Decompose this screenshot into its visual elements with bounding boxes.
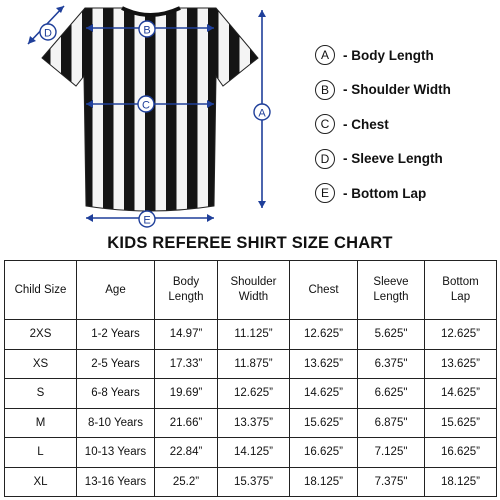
marker-a bbox=[254, 104, 270, 120]
cell-child-size: S bbox=[5, 379, 77, 409]
cell-body-length: 19.69” bbox=[155, 379, 218, 409]
cell-shoulder-width: 11.875” bbox=[218, 349, 290, 379]
cell-chest: 18.125” bbox=[290, 467, 358, 497]
marker-c bbox=[138, 96, 154, 112]
cell-sleeve-length: 6.875" bbox=[358, 408, 425, 438]
cell-bottom-lap: 15.625” bbox=[425, 408, 497, 438]
table-header-row bbox=[5, 261, 497, 320]
legend-label-body-length: - Body Length bbox=[343, 47, 434, 63]
shirt-stripe bbox=[166, 0, 177, 232]
cell-bottom-lap: 14.625” bbox=[425, 379, 497, 409]
cell-sleeve-length: 6.625" bbox=[358, 379, 425, 409]
legend-item-sleeve-length bbox=[315, 142, 495, 176]
cell-sleeve-length: 6.375" bbox=[358, 349, 425, 379]
marker-e bbox=[139, 211, 155, 227]
header-chest: Chest bbox=[290, 261, 358, 320]
cell-shoulder-width: 11.125” bbox=[218, 320, 290, 350]
header-shoulder-width: Shoulder Width bbox=[218, 261, 290, 320]
cell-age: 13-16 Years bbox=[77, 467, 155, 497]
legend-letter-a: A bbox=[315, 45, 335, 65]
cell-bottom-lap: 18.125” bbox=[425, 467, 497, 497]
table-row bbox=[5, 379, 497, 409]
cell-shoulder-width: 13.375” bbox=[218, 408, 290, 438]
header-bottom-lap: Bottom Lap bbox=[425, 261, 497, 320]
cell-chest: 13.625” bbox=[290, 349, 358, 379]
legend-letter-b: B bbox=[315, 80, 335, 100]
marker-d-letter: D bbox=[44, 27, 52, 40]
shirt-stripe bbox=[208, 0, 219, 232]
legend-item-chest bbox=[315, 107, 495, 141]
shirt-stripe bbox=[187, 0, 198, 232]
marker-b-letter: B bbox=[143, 24, 151, 37]
table-row bbox=[5, 467, 497, 497]
cell-chest: 14.625” bbox=[290, 379, 358, 409]
legend-label-bottom-lap: - Bottom Lap bbox=[343, 185, 427, 201]
cell-age: 6-8 Years bbox=[77, 379, 155, 409]
legend-item-shoulder-width bbox=[315, 73, 495, 107]
cell-chest: 12.625” bbox=[290, 320, 358, 350]
cell-age: 2-5 Years bbox=[77, 349, 155, 379]
measurement-legend bbox=[315, 38, 495, 211]
cell-age: 8-10 Years bbox=[77, 408, 155, 438]
cell-sleeve-length: 5.625" bbox=[358, 320, 425, 350]
cell-shoulder-width: 14.125” bbox=[218, 438, 290, 468]
marker-a-letter: A bbox=[258, 107, 266, 120]
cell-sleeve-length: 7.125" bbox=[358, 438, 425, 468]
shirt-stripe bbox=[124, 0, 135, 232]
cell-bottom-lap: 13.625” bbox=[425, 349, 497, 379]
cell-body-length: 17.33” bbox=[155, 349, 218, 379]
table-row bbox=[5, 438, 497, 468]
cell-child-size: L bbox=[5, 438, 77, 468]
marker-c-letter: C bbox=[142, 99, 150, 112]
cell-chest: 16.625” bbox=[290, 438, 358, 468]
cell-shoulder-width: 12.625” bbox=[218, 379, 290, 409]
cell-sleeve-length: 7.375" bbox=[358, 467, 425, 497]
header-sleeve-length: Sleeve Length bbox=[358, 261, 425, 320]
marker-d bbox=[40, 24, 56, 40]
legend-label-shoulder-width: - Shoulder Width bbox=[343, 82, 451, 97]
table-row bbox=[5, 320, 497, 350]
cell-child-size: XS bbox=[5, 349, 77, 379]
cell-child-size: M bbox=[5, 408, 77, 438]
cell-child-size: 2XS bbox=[5, 320, 77, 350]
marker-e-letter: E bbox=[143, 214, 151, 227]
cell-body-length: 14.97” bbox=[155, 320, 218, 350]
size-chart-table bbox=[4, 260, 497, 497]
cell-body-length: 21.66” bbox=[155, 408, 218, 438]
shirt-stripe bbox=[82, 0, 93, 232]
page-title: KIDS REFEREE SHIRT SIZE CHART bbox=[107, 234, 393, 252]
header-age: Age bbox=[77, 261, 155, 320]
legend-item-bottom-lap bbox=[315, 176, 495, 210]
cell-age: 1-2 Years bbox=[77, 320, 155, 350]
legend-label-chest: - Chest bbox=[343, 116, 389, 132]
cell-chest: 15.625” bbox=[290, 408, 358, 438]
legend-item-body-length bbox=[315, 38, 495, 72]
marker-b bbox=[139, 21, 155, 37]
cell-shoulder-width: 15.375” bbox=[218, 467, 290, 497]
header-body-length: Body Length bbox=[155, 261, 218, 320]
cell-bottom-lap: 12.625” bbox=[425, 320, 497, 350]
legend-letter-d: D bbox=[315, 149, 335, 169]
legend-label-sleeve-length: - Sleeve Length bbox=[343, 151, 443, 166]
shirt-stripe bbox=[103, 0, 114, 232]
header-child-size: Child Size bbox=[5, 261, 77, 320]
cell-age: 10-13 Years bbox=[77, 438, 155, 468]
cell-child-size: XL bbox=[5, 467, 77, 497]
cell-bottom-lap: 16.625” bbox=[425, 438, 497, 468]
cell-body-length: 22.84” bbox=[155, 438, 218, 468]
legend-letter-e: E bbox=[315, 183, 335, 203]
cell-body-length: 25.2” bbox=[155, 467, 218, 497]
referee-shirt-diagram bbox=[0, 0, 300, 232]
table-row bbox=[5, 349, 497, 379]
legend-letter-c: C bbox=[315, 114, 335, 134]
table-row bbox=[5, 408, 497, 438]
